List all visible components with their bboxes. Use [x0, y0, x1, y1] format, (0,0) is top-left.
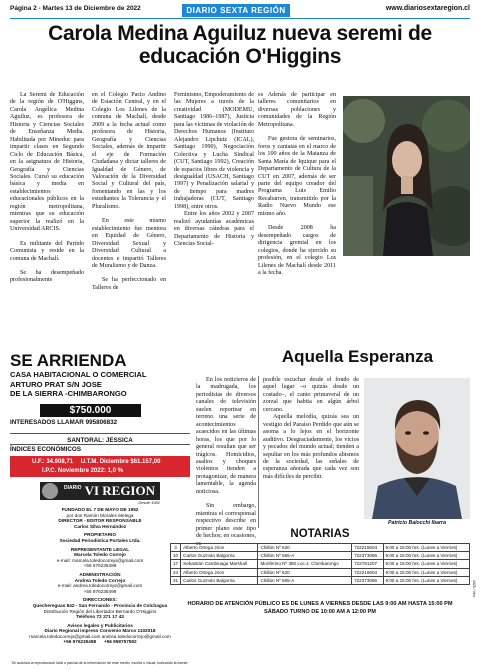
table-row — [171, 576, 470, 584]
opinion-headline: Aquella Esperanza — [281, 347, 434, 366]
article-column-4 — [258, 92, 336, 277]
carola-medina-photo — [343, 96, 470, 256]
notary-address: Chillán Nº 620 — [258, 568, 352, 576]
side-code: 1325 / Ven — [472, 580, 476, 597]
logo-small: DIARIO — [64, 485, 82, 491]
newspaper-brand: DIARIO SEXTA REGIÓN — [182, 4, 290, 17]
article-paragraph: En este mismo establecimiento fue mentora en Equidad de Género, Diversidad Sexual y Diversidad Cultural a docentes e impartió Talleres de Muralismo y de Danza. — [92, 218, 166, 269]
emblem-icon — [42, 483, 58, 499]
reproduction-note: Se autoriza la reproducción total o parcial de la información de este medio, escrita u visual, indicando la fuente. — [11, 661, 189, 665]
article-column-2 — [92, 92, 166, 292]
ad-title: SE ARRIENDA — [10, 351, 127, 370]
legal-rep-title: REPRESENTANTE LEGAL — [70, 546, 130, 552]
divider — [10, 433, 190, 434]
notary-hours: 9:00 a 15:00 hrs. (Lunes a Viernes) — [383, 544, 469, 552]
opinion-paragraph: posible escuchar desde el fondo de aquel lugar –o quizás desde un costado–, el canto primaveral de un zorzal que habita en algún árbol cercano. — [263, 377, 359, 413]
santoral: SANTORAL: JESSICA — [67, 437, 133, 444]
opinion-paragraph: Aquella melodía, quizás sea un vestigio del Paraíso Perdido que aún se asoma a lo lejos en el horizonte auditivo. Desgraciadamente, los vicios y pecados del mundo actual; tienden a sepultar en los más profundos abismos de la sociedad, las señales de esperanza añorada que cada vez son más difíciles de percibir. — [263, 414, 359, 480]
ad-line: ARTURO PRAT S/N JOSE — [10, 379, 102, 389]
article-paragraph: La Seremi de Educación de la región de O'Higgins, Carola Angélica Medina Aguiluz, es profesora de Historia y Ciencias Sociales de Enseñanza Media. Habilitada por Mineduc para impartir clases en Segundo Ciclo de Educación Básica, en la asignatura de Historia, Geografía y Ciencias Sociales. Cursó su educación básica y media en establecimientos educacionales públicos en la región metropolitana, mientras que su educación superior la realizó en la Universidad ARCIS. — [10, 92, 84, 233]
utm-value: U.T.M. Diciembre $61.157,00 — [80, 459, 161, 465]
notaries-table — [170, 543, 470, 585]
opinion-column-1 — [196, 377, 256, 548]
ad-line: DE LA SIERRA -CHIMBARONGO — [10, 389, 127, 398]
row-day: 10 — [171, 552, 181, 560]
admin-phone: +56 976235499 — [83, 588, 117, 594]
logo-box — [40, 482, 160, 500]
owner-name: Sociedad Periodística Portales Ltda. — [59, 537, 141, 543]
uf-value: U.F.: 34.908,71 — [32, 459, 74, 465]
hours-saturday: SÁBADO TURNO DE 10:00 AM A 12:00 PM — [264, 609, 376, 615]
admin-email[interactable]: e-mail: andrea.toledocorrejo@gmail.com — [57, 583, 143, 589]
table-row — [171, 568, 470, 576]
logo-subtitle: Desde 1952 — [138, 500, 160, 505]
article-column-1 — [10, 92, 84, 285]
director-name: Carlos Silva Hernández — [73, 523, 127, 529]
office-hours — [170, 600, 470, 616]
row-day: 3 — [171, 544, 181, 552]
legal-rep-email[interactable]: e-mail: marcela.toledocorrejo@gmail.com — [56, 557, 144, 563]
notary-hours: 9:00 a 15:00 hrs. (Lunes a Viernes) — [383, 576, 469, 584]
address-line: Distribución Región del Libertador Bernardo O'Higgins — [43, 608, 157, 614]
owner-title: PROPIETARIO — [84, 532, 116, 538]
notary-name: Carlos Guzmán Balgorria — [181, 552, 258, 560]
founded-line: FUNDADO EL 7 DE MAYO DE 1952 — [61, 507, 139, 512]
notary-address: Chillán Nº 620 — [258, 544, 352, 552]
table-row — [171, 560, 470, 568]
notices-phone: +56 958757592 — [103, 639, 137, 645]
admin-name: Andrea Toledo Correjo — [74, 577, 126, 583]
article-paragraph: Fue gestora de seminarios, foros y cantatas en el marco de los 100 años de la Matanza de Santa María de Iquique para el Departamento de Cultura de la CUT en 2007, además de ser parte del equipo creador del Programa Luis Emilio Recabarren, transmitido por la Radio Nuevo Mundo ese mismo año. — [258, 136, 336, 217]
notices-title: Avisos legales y Publicitarios — [67, 622, 133, 628]
address-title: DIRECCIONES: — [82, 597, 118, 603]
notary-name: Sebastián Cambiuaga Marshall — [181, 560, 258, 568]
author-photo — [364, 378, 470, 519]
ad-contact: INTERESADOS LLAMAR 995806832 — [10, 419, 118, 426]
notary-address: Chillán Nº 565-A — [258, 576, 352, 584]
photo-caption: Patricio Balocchi Ibarra — [388, 520, 446, 526]
notary-phone: 722781207 — [352, 560, 383, 568]
article-paragraph: Entre los años 2002 y 2007 realizó ayudantías académicas en diversas cátedras para el Departamento de Historia y Ciencias Social- — [174, 211, 254, 248]
article-paragraph: Es militante del Partido Comunista y reside en la comuna de Machalí. — [10, 240, 84, 262]
office-phone: Teléfono 72 271 17 43 — [76, 614, 124, 620]
staff-box — [10, 507, 190, 645]
founder-line: por don Ramón Morales Melega — [66, 512, 134, 518]
row-day: 17 — [171, 560, 181, 568]
logo-name: VI REGION — [84, 483, 155, 498]
rental-ad — [10, 352, 160, 400]
main-headline: Carola Medina Aguiluz nueva seremi de educación O'Higgins — [48, 22, 432, 68]
row-day: 31 — [171, 576, 181, 584]
ipc-value: I.P.C. Noviembre 2022: 1,0 % — [42, 467, 123, 474]
notices-emails[interactable]: marcela.toledocorrejo@gmail.com andrea.toledocorrejo@gmail.com — [29, 633, 171, 639]
row-day: 24 — [171, 568, 181, 576]
article-column-3 — [174, 92, 254, 249]
table-row — [171, 544, 470, 552]
notary-phone: 722216604 — [352, 568, 383, 576]
website-link[interactable]: www.diariosextaregion.cl — [385, 5, 470, 12]
director-title: DIRECTOR - EDITOR RESPONSABLE — [58, 518, 142, 524]
header-divider — [10, 18, 470, 19]
article-paragraph: Desde 2008 ha desempeñado cargos de dirigencia gremial en los colegios, donde ha ejercido su profesión, en el colegio Los Lilenes de Machalí desde 2011 a la fecha. — [258, 225, 336, 276]
ad-line: CASA HABITACIONAL O COMERCIAL — [10, 370, 147, 379]
indices-title: ÍNDICES ECONÓMICOS — [10, 446, 82, 453]
admin-title: ADMINISTRACIÓN — [79, 571, 121, 577]
notary-hours: 9:00 a 15:00 hrs. (Lunes a Viernes) — [383, 552, 469, 560]
hours-weekdays: HORARIO DE ATENCIÓN PÚBLICO ES DE LUNES A VIERNES DESDE LAS 9:00 AM HASTA 15:00 PM — [187, 601, 453, 607]
notices-line: Diario Regional impreso Convenio Marco 1102018 — [44, 628, 156, 634]
notary-phone: 722373066 — [352, 552, 383, 560]
notary-hours: 9:00 a 15:00 hrs. (Lunes a Viernes) — [383, 568, 469, 576]
notary-address: Chillán Nº 565-A — [258, 552, 352, 560]
page-header — [10, 4, 470, 18]
notary-phone: 722216604 — [352, 544, 383, 552]
notary-name: Carlos Guzmán Balgorria — [181, 576, 258, 584]
notary-name: Alberto Ortega Jiron — [181, 568, 258, 576]
address-line: Quechereguas 842 - San Fernando - Provincia de Colchagua — [32, 602, 168, 608]
opinion-paragraph: En los noticieros de la madrugada, los periodistas de diversos canales de televisión suelen reportear en terreno una serie de acontecimientos acaecidos en las últimas horas, los que por lo general resultan que ser trágicos. Homicidios, asaltos y choques violentos tienden a protagonizar, de manera lamentable, la agenda noticiosa. — [196, 377, 256, 495]
notary-address: Monferino Nº 380 Loc.4. Chimbarongo — [258, 560, 352, 568]
notices-phone: +56 976235498 — [63, 639, 97, 645]
article-paragraph: Se ha perfeccionado en Talleres de — [92, 277, 166, 291]
opinion-column-2 — [263, 377, 359, 481]
article-paragraph: Se ha desempeñado profesionalmente — [10, 269, 84, 284]
notary-phone: 722373066 — [352, 576, 383, 584]
notaries-title: NOTARIAS — [290, 528, 350, 540]
ad-price: $750.000 — [40, 404, 141, 417]
notary-name: Alberto Ortega Jiron — [181, 544, 258, 552]
notaries-section — [170, 527, 470, 585]
legal-rep-phone: +56 976235498 — [83, 563, 117, 569]
article-paragraph: en el Colegio Pacto Andino de Estación Central, y en el Colegio Los Lilenes de la comuna de Machalí, desde 2009 a la fecha actual como profesora de Historia, Geografía y Ciencias Sociales, además de impartir el eje de Formación Ciudadana y dictar talleres de Igualdad de Género, de Valoración de la Diversidad Social y Cultural del país, fomentando en las y los estudiantes la Tolerancia y el Pluralismo. — [92, 92, 166, 210]
economic-indices — [10, 456, 190, 477]
page-date: Página 2 - Martes 13 de Diciembre de 2022 — [10, 5, 141, 12]
divider — [10, 444, 190, 445]
newspaper-logo — [40, 482, 160, 506]
column-divider — [258, 376, 259, 528]
article-paragraph: Feminismo, Empoderamiento de las Mujeres a través de la creatividad (MODEMU, Santiago 1986–1987), Justicia para las víctimas de violación de Derechos Humanos (Instituto Alejandro Lipchutz (ICAL), Santiago 1990), Negociación Colectiva y Lucha Sindical (CUT, Santiago 1992), Creación de espacios libres de violencia y desigualdad (USACH, Santiago 1997) y Penalización salarial y de tiempo para madres trabajadoras (CUT, Santiago 1998), entre otros. — [174, 92, 254, 210]
article-paragraph: es Adenás de participar en talleres comunitarios en diversas poblaciones y comunidades de la Región Metropolitana. — [258, 92, 336, 128]
notary-hours: 9:00 a 15:00 hrs. (Lunes a Viernes) — [383, 560, 469, 568]
legal-rep-name: Marcela Toledo Correjo — [74, 552, 126, 558]
opinion-paragraph: Sin embargo, mientras el corresponsal respectivo describe en primer plano este tipo de hechos; en ocasiones, es — [196, 503, 256, 547]
table-row — [171, 552, 470, 560]
